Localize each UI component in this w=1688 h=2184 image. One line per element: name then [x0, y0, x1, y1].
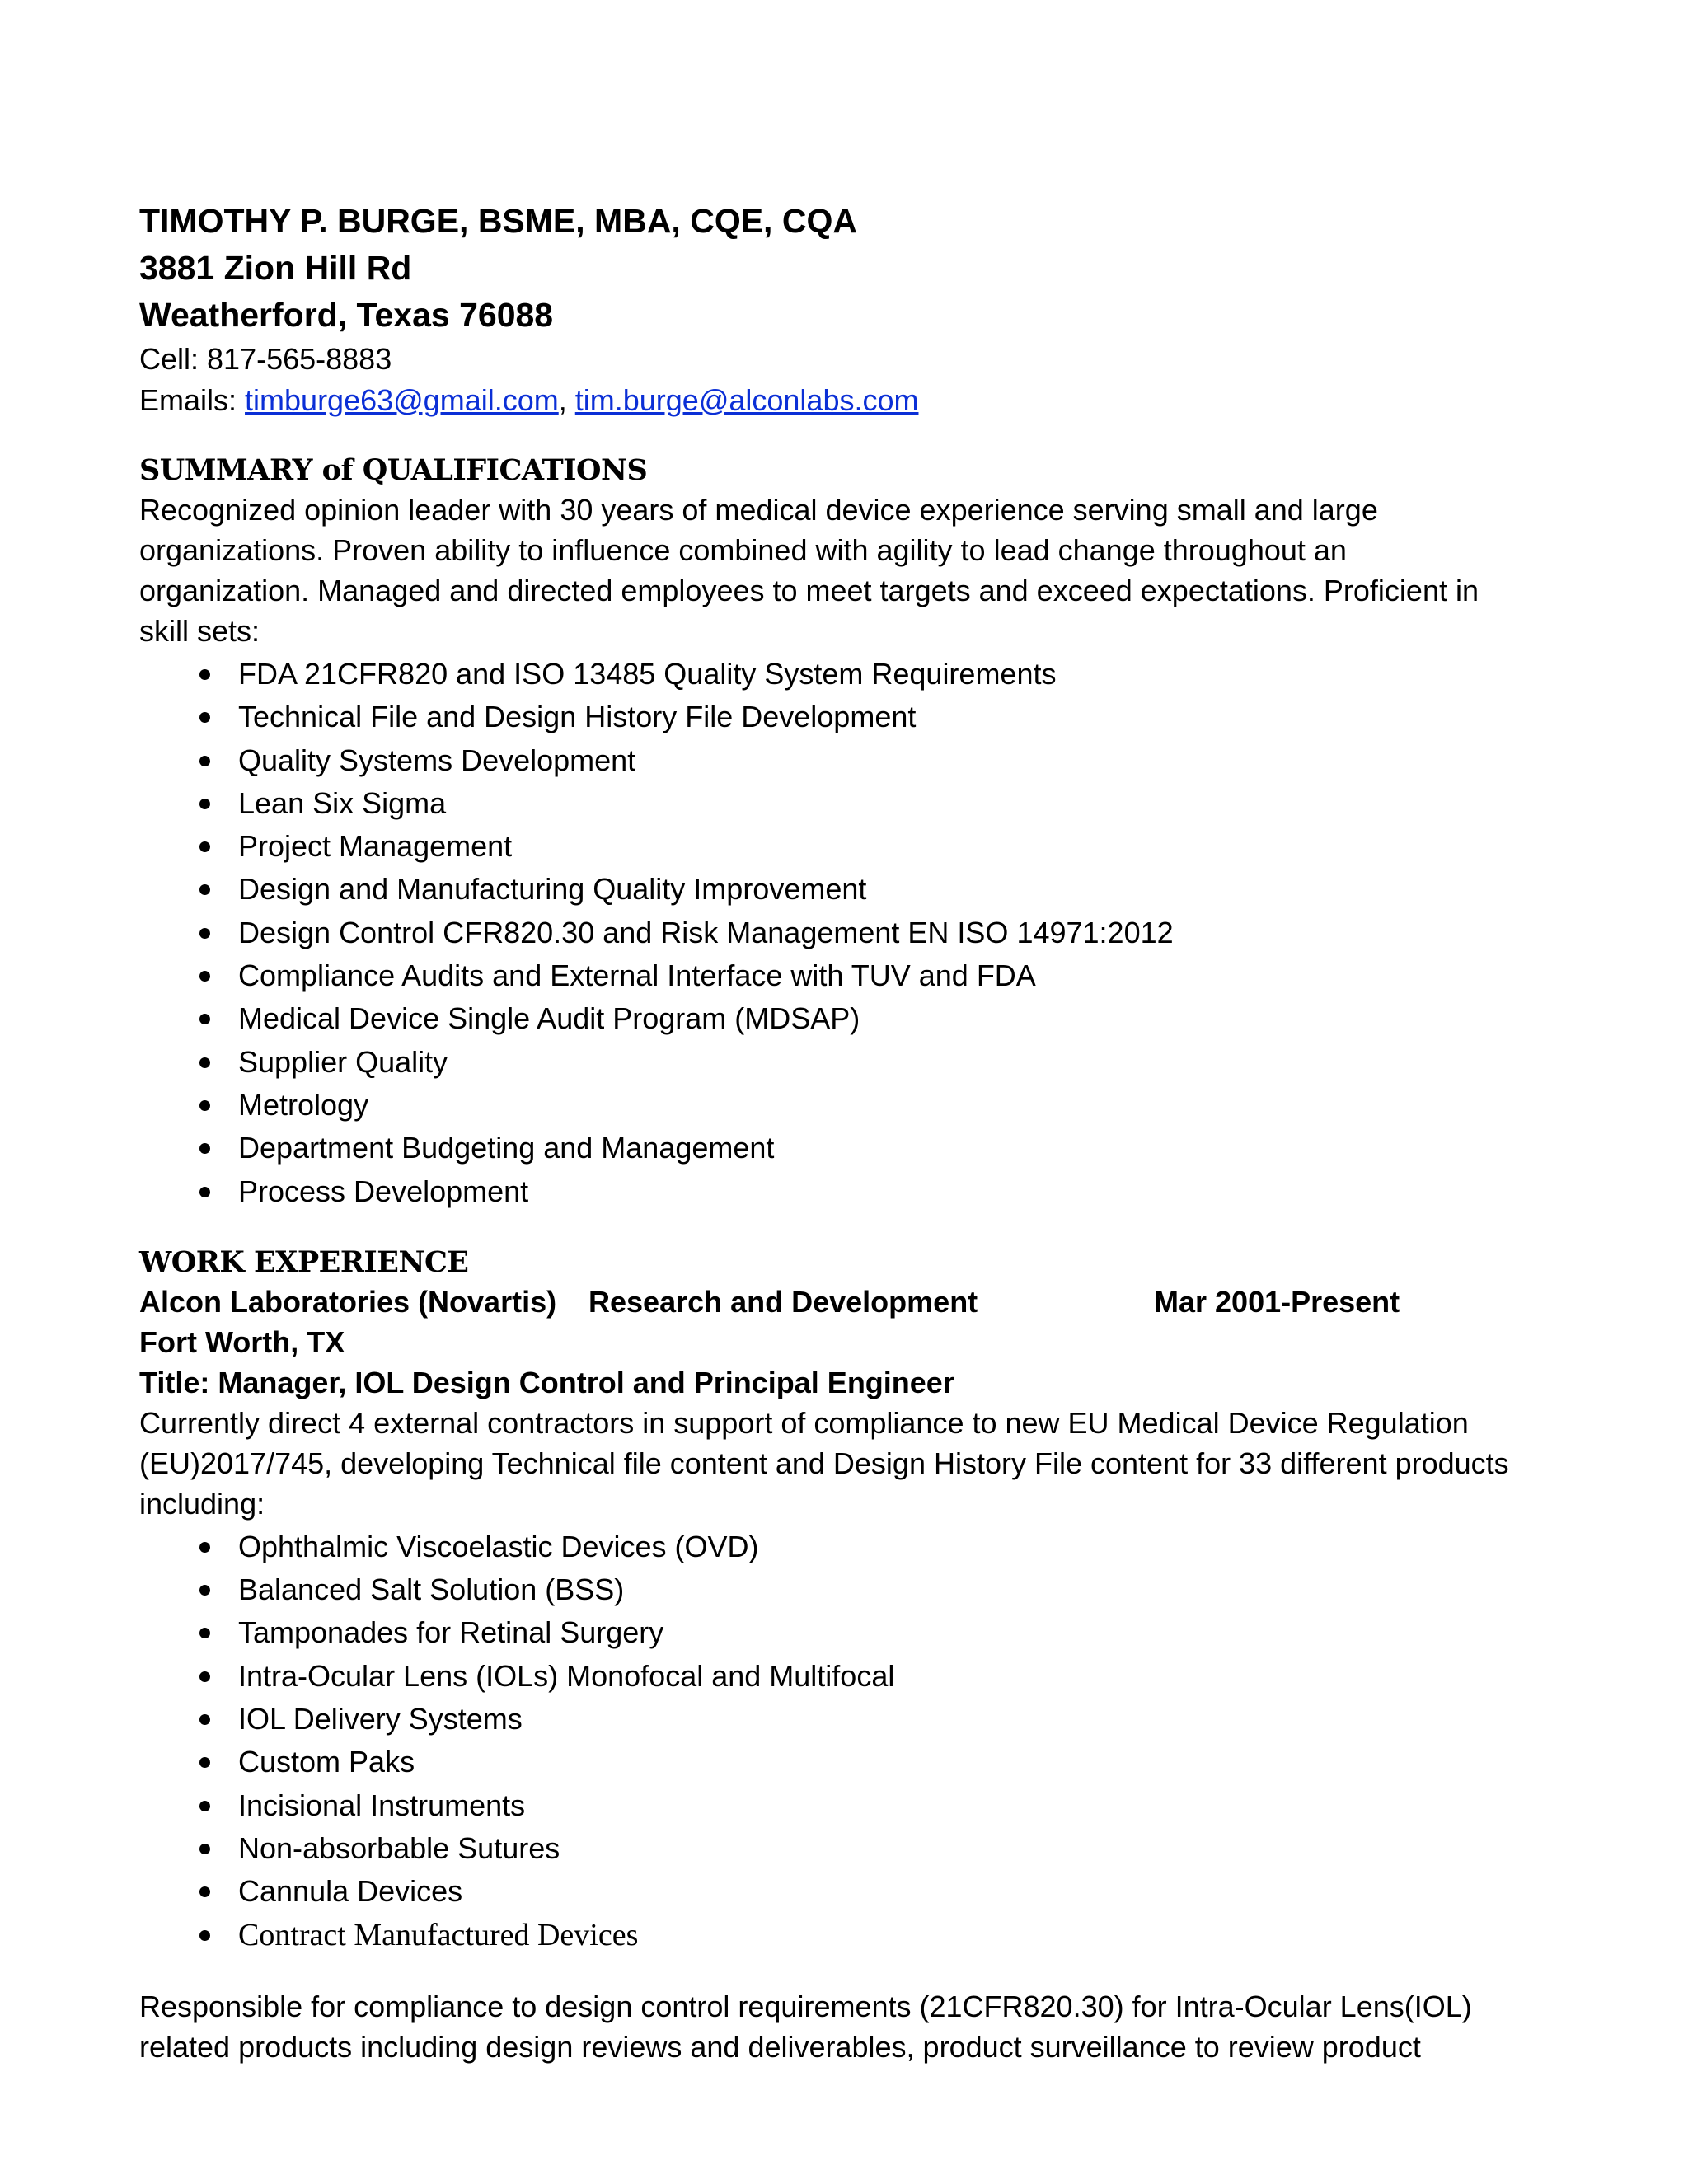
- responsibility-text: Responsible for compliance to design control requirements (21CFR820.30) for Intra-Ocular Lens(IOL) related products including design reviews and deliverables, product surveillance to review product: [139, 1989, 1472, 2064]
- products-list: [139, 1526, 1524, 1957]
- bullet-icon: [199, 841, 210, 852]
- bullet-icon: [199, 1100, 210, 1111]
- email-link-gmail[interactable]: timburge63@gmail.com: [245, 383, 559, 417]
- product-text: Custom Paks: [238, 1745, 415, 1779]
- summary-heading: SUMMARY of QUALIFICATIONS: [139, 453, 648, 487]
- list-item: [139, 1526, 1524, 1568]
- bullet-icon: [199, 971, 210, 982]
- job-title: Title: Manager, IOL Design Control and Principal Engineer: [139, 1365, 954, 1399]
- summary-text: Recognized opinion leader with 30 years of medical device experience serving small and large organizations. Proven ability to influence combined with agility to lead change throughout an organization. Managed and directed employees to meet targets and exceed expectations. Proficient in skill sets:: [139, 493, 1479, 648]
- list-item: [139, 954, 1524, 997]
- list-item: [139, 912, 1524, 954]
- bullet-icon: [199, 1844, 210, 1854]
- bullet-icon: [199, 1714, 210, 1725]
- bullet-icon: [199, 1801, 210, 1811]
- product-text: Contract Manufactured Devices: [238, 1917, 639, 1952]
- product-text: Incisional Instruments: [238, 1788, 526, 1822]
- bullet-icon: [199, 884, 210, 895]
- bullet-icon: [199, 1057, 210, 1068]
- email-separator: ,: [558, 383, 575, 417]
- job-department: Research and Development: [588, 1284, 978, 1319]
- list-item: [139, 868, 1524, 911]
- list-item: [139, 1827, 1524, 1870]
- bullet-icon: [199, 1930, 210, 1941]
- list-item: [139, 1698, 1524, 1741]
- work-heading: WORK EXPERIENCE: [139, 1244, 469, 1279]
- address-city: Weatherford, Texas 76088: [139, 296, 554, 334]
- list-item: [139, 1914, 1524, 1957]
- list-item: [139, 1170, 1524, 1213]
- skill-text: Process Development: [238, 1174, 529, 1208]
- skill-text: Department Budgeting and Management: [238, 1131, 775, 1165]
- skill-text: Supplier Quality: [238, 1044, 448, 1079]
- bullet-icon: [199, 1585, 210, 1596]
- skill-text: Quality Systems Development: [238, 743, 636, 777]
- skill-text: Project Management: [238, 829, 513, 864]
- skill-text: Compliance Audits and External Interface with TUV and FDA: [238, 958, 1036, 993]
- emails-line: [139, 380, 1524, 421]
- product-text: Non-absorbable Sutures: [238, 1830, 560, 1865]
- product-text: Tamponades for Retinal Surgery: [238, 1615, 664, 1650]
- bullet-icon: [199, 1671, 210, 1682]
- job-header: [139, 1282, 1524, 1362]
- skill-text: Lean Six Sigma: [238, 785, 447, 820]
- bullet-icon: [199, 756, 210, 766]
- emails-label: Emails:: [139, 383, 246, 417]
- bullet-icon: [199, 669, 210, 680]
- list-item: [139, 1655, 1524, 1698]
- bullet-icon: [199, 1143, 210, 1154]
- skill-text: Metrology: [238, 1087, 369, 1122]
- list-item: [139, 782, 1524, 825]
- list-item: [139, 696, 1524, 738]
- job-company: Alcon Laboratories (Novartis) Fort Worth, TX: [139, 1284, 557, 1359]
- product-text: Ophthalmic Viscoelastic Devices (OVD): [238, 1529, 759, 1563]
- list-item: [139, 1784, 1524, 1827]
- list-item: [139, 1568, 1524, 1611]
- list-item: [139, 1611, 1524, 1654]
- candidate-name: TIMOTHY P. BURGE, BSME, MBA, CQE, CQA: [139, 202, 857, 240]
- resume-page: [139, 198, 1524, 2067]
- list-item: [139, 1870, 1524, 1913]
- list-item: [139, 1084, 1524, 1127]
- cell-phone: Cell: 817-565-8883: [139, 342, 392, 376]
- skill-text: FDA 21CFR820 and ISO 13485 Quality System Requirements: [238, 657, 1057, 691]
- bullet-icon: [199, 799, 210, 809]
- bullet-icon: [199, 1187, 210, 1197]
- product-text: Balanced Salt Solution (BSS): [238, 1572, 625, 1607]
- list-item: [139, 997, 1524, 1040]
- list-item: [139, 739, 1524, 782]
- list-item: [139, 653, 1524, 696]
- job-description: Currently direct 4 external contractors in support of compliance to new EU Medical Device Regulation (EU)2017/745, developing Technical file content and Design History File content for 33 different products including:: [139, 1405, 1509, 1521]
- bullet-icon: [199, 712, 210, 723]
- list-item: [139, 825, 1524, 868]
- list-item: [139, 1741, 1524, 1783]
- bullet-icon: [199, 1542, 210, 1553]
- product-text: Cannula Devices: [238, 1874, 463, 1909]
- product-text: IOL Delivery Systems: [238, 1702, 523, 1736]
- address-street: 3881 Zion Hill Rd: [139, 249, 412, 287]
- list-item: [139, 1041, 1524, 1084]
- email-link-alcon[interactable]: tim.burge@alconlabs.com: [574, 383, 919, 417]
- skill-text: Medical Device Single Audit Program (MDSAP): [238, 1001, 860, 1036]
- skills-list: [139, 653, 1524, 1213]
- bullet-icon: [199, 1886, 210, 1897]
- list-item: [139, 1127, 1524, 1169]
- bullet-icon: [199, 1757, 210, 1768]
- bullet-icon: [199, 1628, 210, 1638]
- bullet-icon: [199, 1014, 210, 1024]
- skill-text: Design and Manufacturing Quality Improvement: [238, 872, 867, 907]
- bullet-icon: [199, 928, 210, 939]
- job-dates: Mar 2001-Present: [1154, 1284, 1400, 1319]
- spacer: [139, 1957, 1524, 1986]
- skill-text: Design Control CFR820.30 and Risk Management EN ISO 14971:2012: [238, 915, 1174, 949]
- skill-text: Technical File and Design History File Development: [238, 700, 917, 734]
- product-text: Intra-Ocular Lens (IOLs) Monofocal and Multifocal: [238, 1658, 895, 1693]
